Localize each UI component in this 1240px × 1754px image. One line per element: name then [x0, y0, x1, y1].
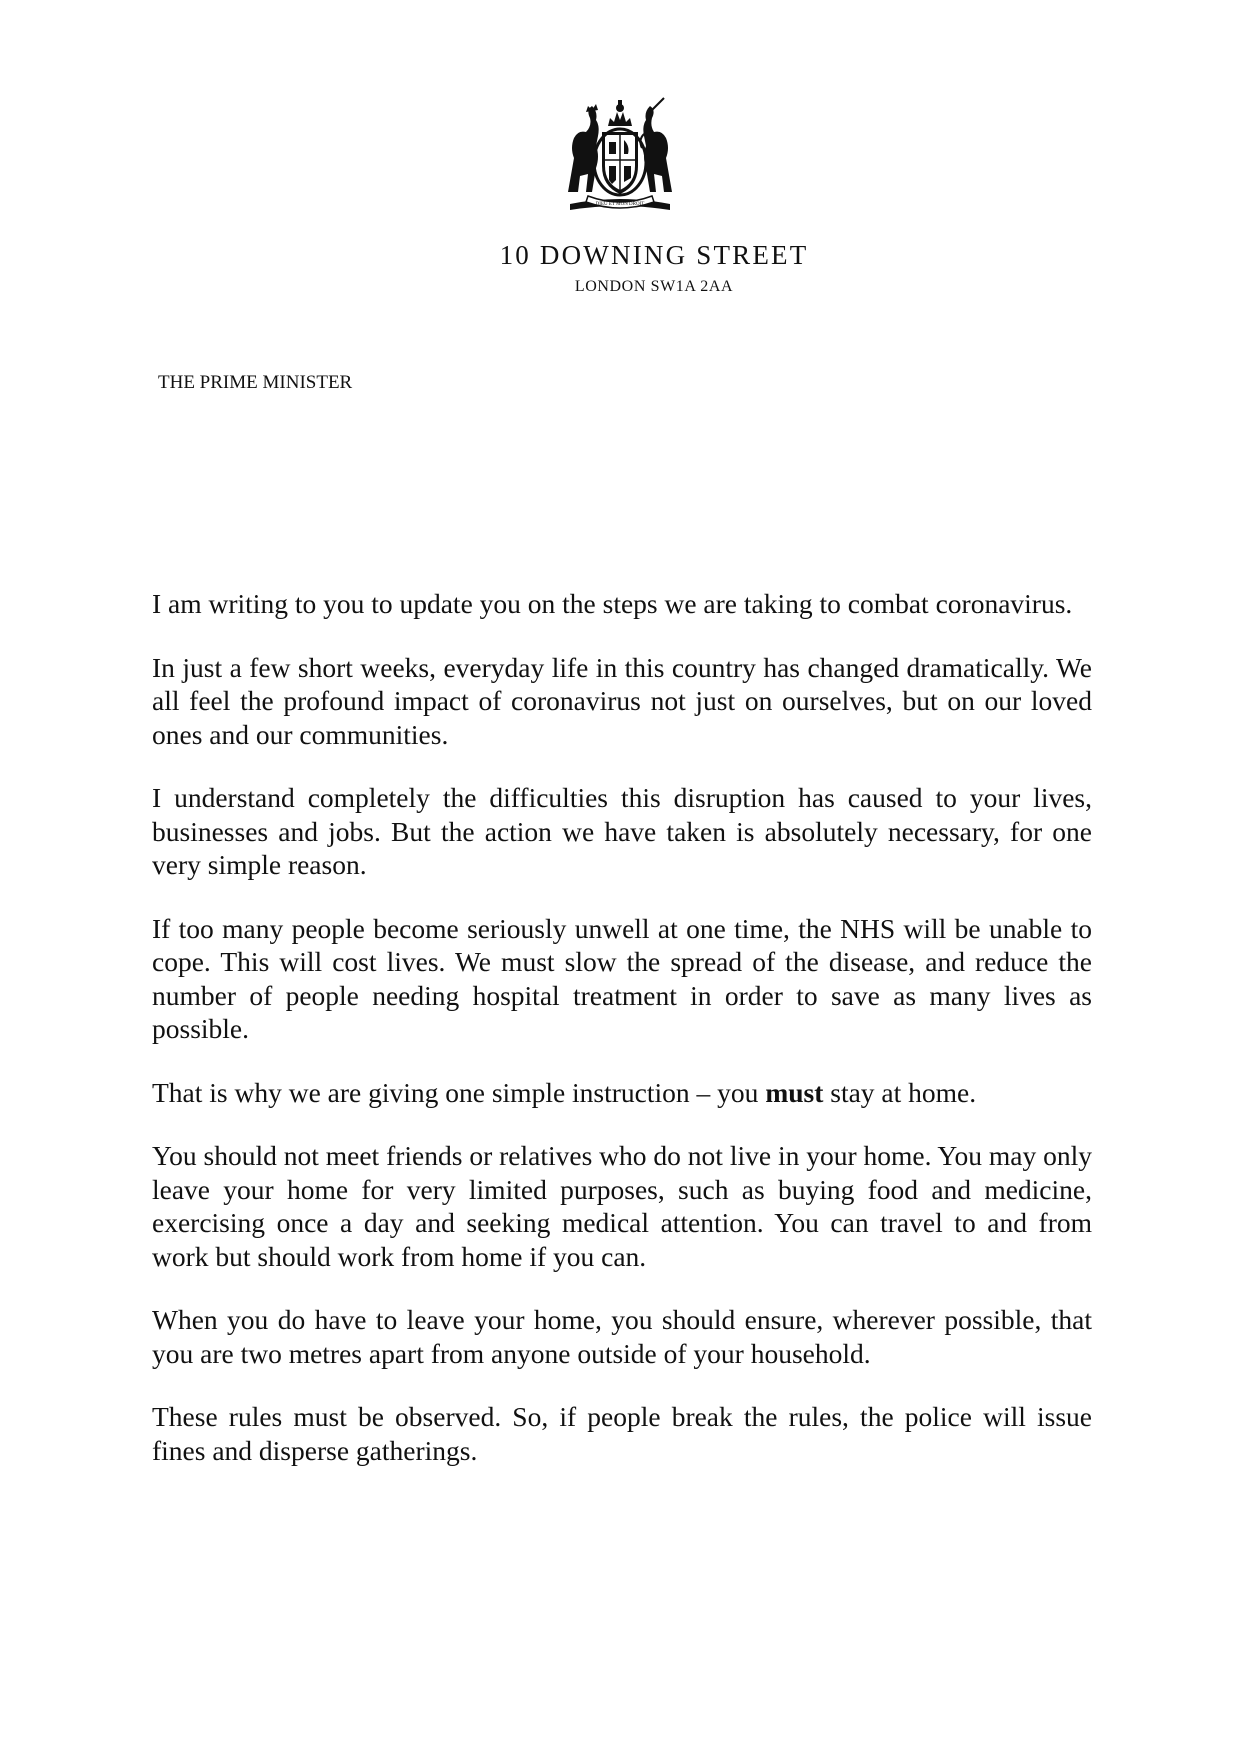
address-line: LONDON SW1A 2AA	[574, 278, 734, 295]
paragraph: You should not meet friends or relatives who do not live in your home. You may only leave your home for very limited purposes, such as buying food and medicine, exercising once a day and seeking medical attention. You can travel to and from work but should work from home if you can.	[152, 1140, 1092, 1272]
instruction-paragraph	[152, 1076, 1092, 1110]
paragraph: When you do have to leave your home, you should ensure, wherever possible, that you are two metres apart from anyone outside of your household.	[152, 1304, 1092, 1369]
sender-title: THE PRIME MINISTER	[158, 372, 353, 393]
letter-body	[152, 587, 1092, 1497]
paragraph: If too many people become seriously unwell at one time, the NHS will be unable to cope. This will cost lives. We must slow the spread of the disease, and reduce the number of people needing hospital treatment in order to save as many lives as possible.	[152, 912, 1092, 1044]
paragraph: I understand completely the difficulties this disruption has caused to your lives, businesses and jobs. But the action we have taken is absolutely necessary, for one very simple reason.	[152, 782, 1092, 880]
paragraph: In just a few short weeks, everyday life in this country has changed dramatically. We all feel the profound impact of coronavirus not just on ourselves, but on our loved ones and our communities.	[152, 651, 1092, 750]
instruction-text-end: stay at home.	[823, 1076, 977, 1108]
instruction-text: That is why we are giving one simple instruction – you	[152, 1076, 766, 1108]
royal-coat-of-arms-icon	[552, 96, 688, 216]
address-title: 10 DOWNING STREET	[499, 240, 809, 270]
crest-motto: DIEU ET MON DROIT	[595, 202, 645, 207]
paragraph: I am writing to you to update you on the steps we are taking to combat coronavirus.	[152, 588, 1073, 619]
instruction-emphasis: must	[765, 1076, 824, 1108]
paragraph: These rules must be observed. So, if people break the rules, the police will issue fines and disperse gatherings.	[152, 1401, 1092, 1466]
